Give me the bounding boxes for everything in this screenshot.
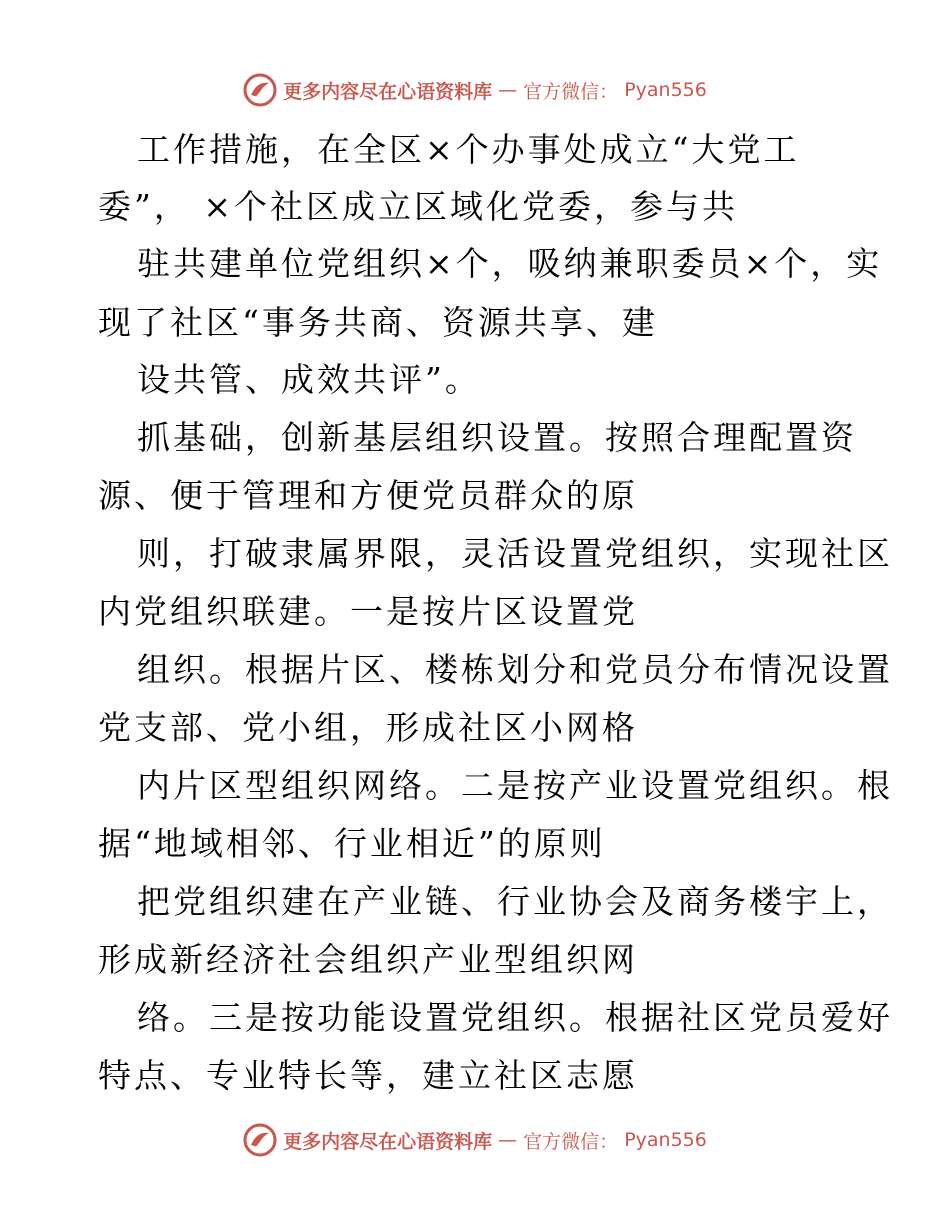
- header-banner: [0, 70, 950, 110]
- text-line: 形成新经济社会组织产业型组织网: [98, 940, 638, 979]
- header-banner-text: 更多内容尽在心语资料库: [283, 80, 493, 103]
- text-line: 委”， ×个社区成立区域化党委，参与共: [98, 187, 739, 226]
- text-line: 特点、专业特长等，建立社区志愿: [98, 1056, 638, 1095]
- header-banner-separator: —: [498, 79, 518, 101]
- text-line: 现了社区“事务共商、资源共享、建: [98, 303, 658, 342]
- footer-wechat-label: 官方微信：: [523, 1130, 619, 1153]
- text-line: 源、便于管理和方便党员群众的原: [98, 476, 638, 515]
- footer-banner-text: 更多内容尽在心语资料库: [283, 1130, 493, 1153]
- text-line: 内党组织联建。一是按片区设置党: [98, 592, 638, 631]
- text-line: 驻共建单位党组织×个，吸纳兼职委员×个，实: [137, 244, 883, 283]
- footer-banner-separator: —: [498, 1129, 518, 1151]
- text-line: 内片区型组织网络。二是按产业设置党组织。根: [137, 766, 893, 805]
- brand-logo-icon: [243, 1123, 277, 1157]
- text-line: 设共管、成效共评”。: [137, 360, 481, 399]
- header-wechat-id: Pyan556: [624, 79, 707, 101]
- text-line: 工作措施，在全区×个办事处成立“大党工: [137, 130, 800, 169]
- text-line: 把党组织建在产业链、行业协会及商务楼宇上，: [137, 882, 893, 921]
- footer-banner: [0, 1120, 950, 1160]
- text-line: 络。三是按功能设置党组织。根据社区党员爱好: [137, 998, 893, 1037]
- header-wechat-label: 官方微信：: [523, 80, 619, 103]
- brand-logo-icon: [243, 73, 277, 107]
- text-line: 据“地域相邻、行业相近”的原则: [98, 824, 606, 863]
- text-line: 党支部、党小组，形成社区小网格: [98, 708, 638, 747]
- text-line: 抓基础，创新基层组织设置。按照合理配置资: [137, 418, 857, 457]
- text-line: 则，打破隶属界限，灵活设置党组织，实现社区: [137, 534, 893, 573]
- footer-wechat-id: Pyan556: [624, 1129, 707, 1151]
- text-line: 组织。根据片区、楼栋划分和党员分布情况设置: [137, 650, 893, 689]
